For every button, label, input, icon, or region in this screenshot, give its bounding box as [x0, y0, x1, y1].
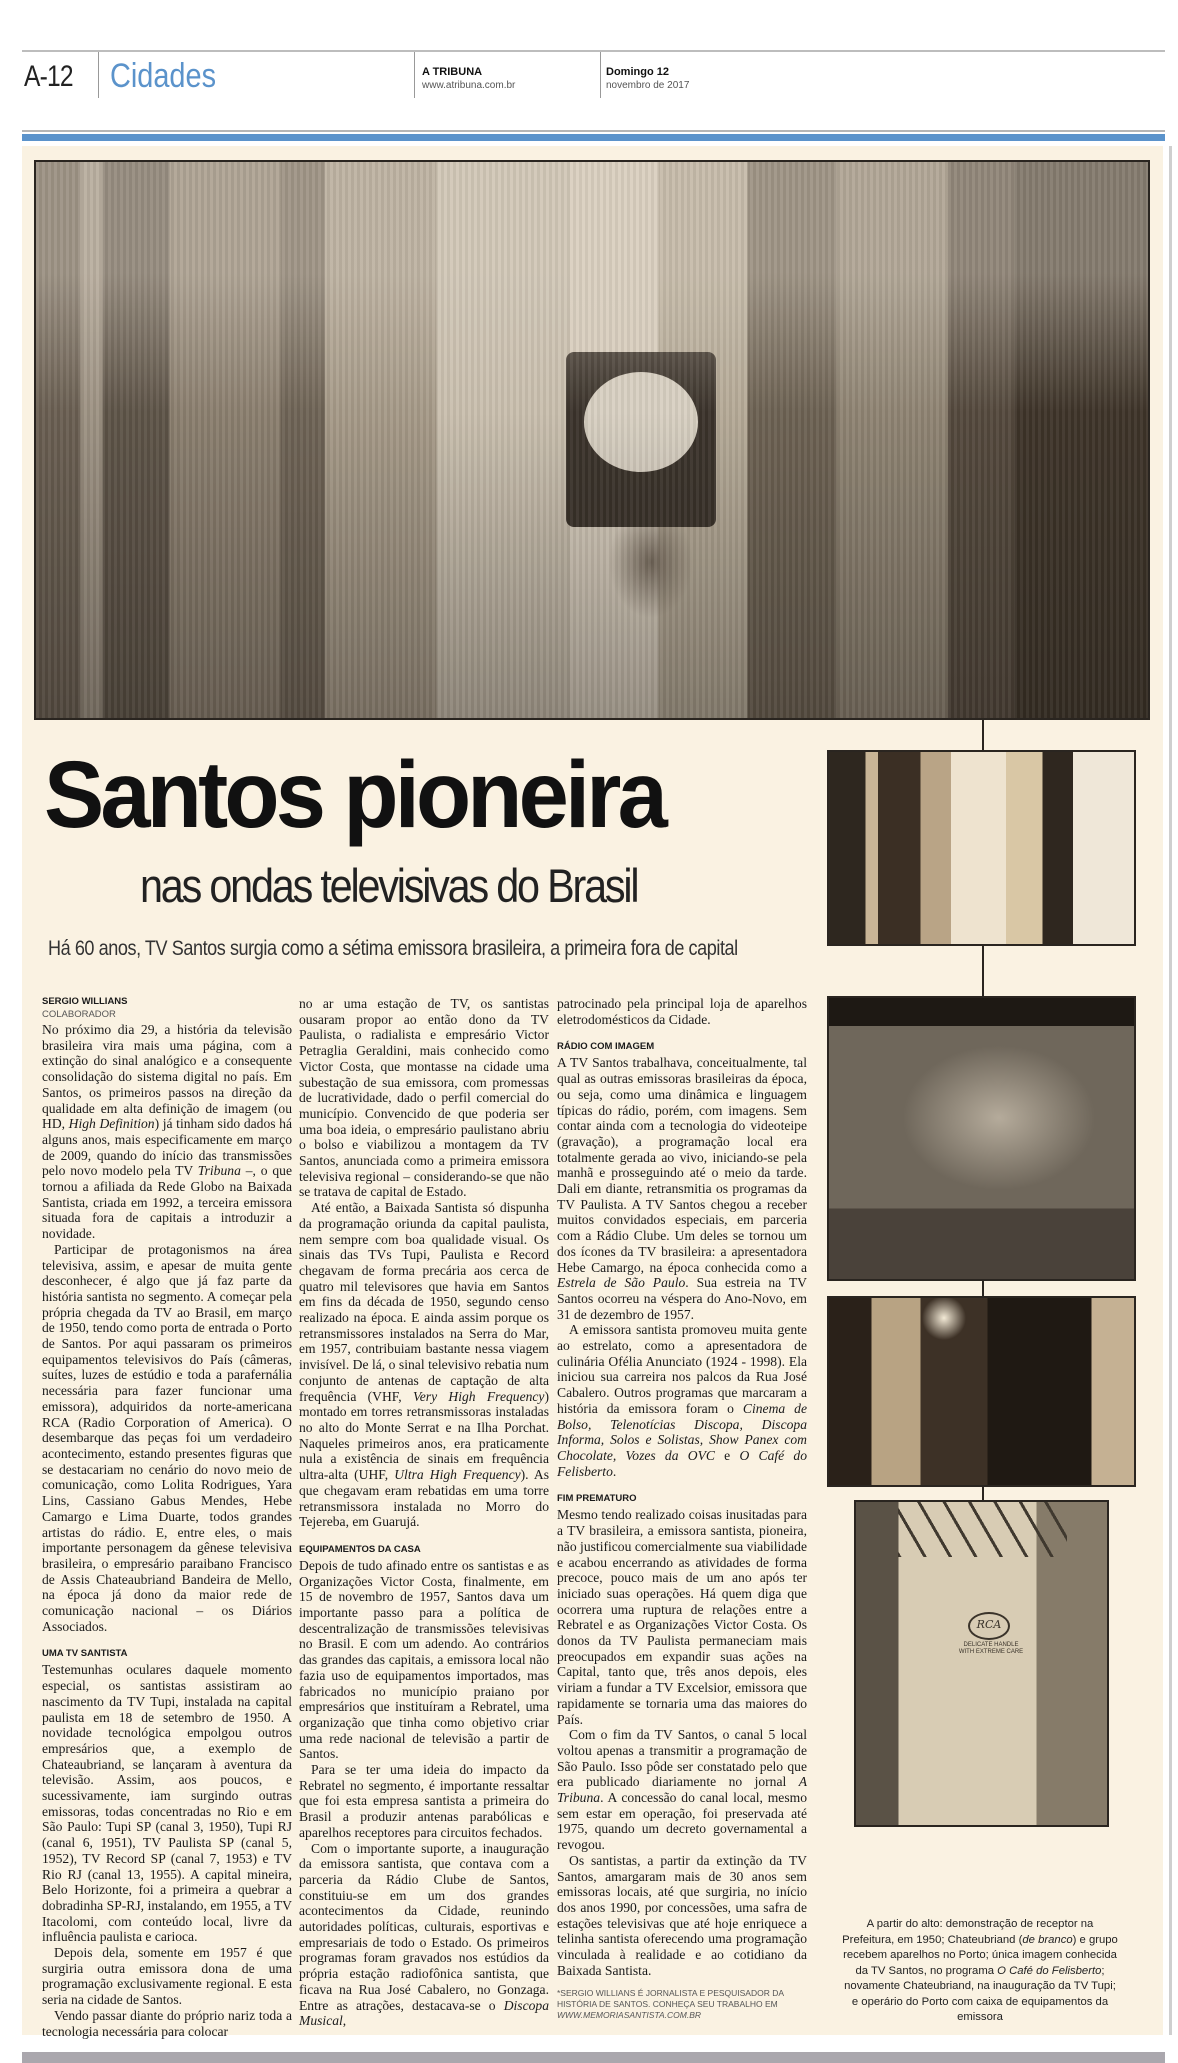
section-subhead: EQUIPAMENTOS DA CASA [299, 1543, 421, 1555]
photo-port-worker-rca-crate [854, 1500, 1109, 1827]
header-rule [22, 130, 1165, 132]
page-footer-bar [22, 2052, 1165, 2063]
edition-day: Domingo 12 [606, 66, 669, 78]
television-set-illustration [566, 352, 716, 527]
paragraph: Com o fim da TV Santos, o canal 5 local voltou apenas a transmitir a programação de São Paulo. Isso pôde ser constatado pelo que era publicado diariamente no jornal A Tribuna. A concessão do canal local, mesmo sem estar em operação, foi preservada até 1975, quando um decreto governamental a revogou. [557, 1727, 807, 1853]
page-header [22, 50, 1165, 98]
header-divider [600, 52, 601, 98]
photo-caption: A partir do alto: demonstração de receptor na Prefeitura, em 1950; Chateubriand (de branco) e grupo recebem aparelhos no Porto; única imagem conhecida da TV Santos, no programa O Café do Felisberto; novamente Chateubriand, na inauguração da TV Tupi; e operário do Porto com caixa de equipamentos da emissora [842, 1918, 1118, 2023]
section-subhead: RÁDIO COM IMAGEM [557, 1041, 655, 1053]
photo-tv-santos-studio [827, 996, 1136, 1281]
author-note: *SERGIO WILLIANS É JORNALISTA E PESQUISADOR DA HISTÓRIA DE SANTOS. CONHEÇA SEU TRABALHO EM WWW.MEMORIASANTISTA.COM.BR [557, 1988, 784, 2021]
timeline-connector [982, 946, 984, 996]
section-title[interactable]: Cidades [110, 57, 217, 95]
paragraph: no ar uma estação de TV, os santistas ousaram propor ao então dono da TV Paulista, o radialista e empresário Victor Petraglia Geraldini, mais conhecido como Victor Costa, que montasse na cidade uma subestação de sua emissora, com promessas de lucratividade, dado o perfil comercial do município. Convencido de que poderia ser uma boa ideia, o empresário paulistano abriu o bolso e viabilizou a montagem da TV Santos, anunciada como a primeira emissora televisiva regional – considerando-se que não se tratava de capital de Estado. [299, 996, 549, 1200]
paragraph: No próximo dia 29, a história da televisão brasileira vira mais uma página, com a extinção do sinal analógico e a consequente consolidação do sistema digital no país. Em Santos, os primeiros passos na direção da qualidade em alta definição de imagem (ou HD, High Definition) já tinham sido dados há alguns anos, mais especificamente em março de 2009, quando do início das transmissões pelo novo modelo pela TV Tribuna –, o que tornou a afiliada da Rede Globo na Baixada Santista, criada em 1992, a terceira emissora situada fora de capitais a introduzir a novidade. [42, 1022, 292, 1242]
publication-name: A TRIBUNA [422, 66, 483, 78]
publication-info [422, 66, 515, 92]
article-column-1 [42, 996, 292, 2039]
timeline-connector [982, 1281, 984, 1296]
section-subhead: FIM PREMATURO [557, 1493, 637, 1505]
author-name: SERGIO WILLIANS [42, 996, 128, 1007]
paragraph: A TV Santos trabalhava, conceitualmente, tal qual as outras emissoras brasileiras da época, ou seja, como uma dinâmica e linguagem típicas do rádio, porém, com imagens. Sem contar ainda com a tecnologia do videoteipe (gravação), a programação local era totalmente gerada ao vivo, iniciando-se pela manhã e prosseguindo até o meio da tarde. Dali em diante, retransmitia os programas da TV Paulista. A TV Santos chegou a receber muitos convidados especiais, em parceria com a Rádio Clube. Um deles se tornou um dos ícones da TV brasileira: a apresentadora Hebe Camargo, na época conhecida como a Estrela de São Paulo. Sua estreia na TV Santos ocorreu na véspera do Ano-Novo, em 31 de dezembro de 1957. [557, 1055, 808, 1322]
paragraph: A emissora santista promoveu muita gente ao estrelato, como a apresentadora de culinária Ofélia Anunciato (1924 - 1998). Ela iniciou sua carreira nos palcos da Rua José Cabalero. Outros programas que marcaram a história da emissora foram o Cinema de Bolso, Telenotícias Discopa, Discopa Informa, Solos e Solistas, Show Panex com Chocolate, Vozes da OVC e O Café do Felisberto. [557, 1322, 807, 1479]
paragraph: Até então, a Baixada Santista só dispunha da programação oriunda da capital paulista, nem sempre com boa qualidade visual. Os sinais das TVs Tupi, Paulista e Record chegavam de forma precária aos cerca de quatro mil televisores que havia em Santos em fins da década de 1950, segundo censo realizado na época. E ainda assim porque os retransmissores instalados na Serra do Mar, em 1957, contribuiam bastante nessa viagem invisível. De lá, o sinal televisivo rebatia num conjunto de antenas de captação de alta frequência (VHF, Very High Frequency) montado em torres retransmissoras instaladas no alto do Monte Serrat e na Ilha Porchat. Naqueles primeiros anos, era praticamente nula a existência de sinais em frequência ultra-alta (UHF, Ultra High Frequency). As que chegavam eram rebatidas em uma torre retransmissora instalada no Morro do Tejereba, em Guarujá. [299, 1200, 549, 1530]
paragraph: Testemunhas oculares daquele momento especial, os santistas assistiram ao nascimento da TV Tupi, instalada na capital paulista em 18 de setembro de 1950. A novidade tecnológica empolgou outros empresários que, a exemplo de Chateaubriand, se lançaram à aventura da televisão. Assim, aos poucos, e sucessivamente, iam surgindo outras emissoras, todas concentradas no Rio e em São Paulo: Tupi SP (canal 3, 1950), Tupi RJ (canal 6, 1951), TV Paulista SP (canal 5, 1952), TV Record SP (canal 7, 1953) e TV Rio RJ (canal 13, 1955). A capital mineira, Belo Horizonte, foi a primeira a quebrar a dobradinha SP-RJ, instalando, em 1955, a TV Itacolomi, com conteúdo local, livre da influência paulista e carioca. [42, 1662, 292, 1945]
paragraph: Participar de protagonismos na área televisiva, assim, e apesar de muita gente desconhecer, é algo que já faz parte da história santista no segmento. A começar pela própria chegada da TV ao Brasil, em março de 1950, tendo como porta de entrada o Porto de Santos. Por aqui passaram os primeiros equipamentos televisivos do País (câmeras, suítes, luzes de estúdio e toda a parafernália necessária para fazer funcionar uma emissora), adquiridos da norte-americana RCA (Radio Corporation of America). O desembarque das peças foi um verdadeiro acontecimento, estando presentes figuras que se destacariam no cenário do novo meio de comunicação, como Lolita Rodrigues, Yara Lins, Cassiano Gabus Mendes, Hebe Camargo e Lima Duarte, todos grandes artistas do rádio. E, entre eles, o mais importante personagem da gênese televisiva brasileira, o empresário paraibano Francisco de Assis Chateaubriand Bandeira de Mello, na época já dono da maior rede de comunicação nacional – os Diários Associados. [42, 1241, 292, 1634]
article-headline: Santos pioneira [44, 742, 665, 848]
edition-month-year: novembro de 2017 [606, 80, 690, 91]
paragraph: patrocinado pela principal loja de aparelhos eletrodomésticos da Cidade. [557, 996, 807, 1027]
author-website-link[interactable]: WWW.MEMORIASANTISTA.COM.BR [557, 2010, 702, 2021]
paragraph: Mesmo tendo realizado coisas inusitadas para a TV brasileira, a emissora santista, pioneira, não justificou comercialmente sua viabilidade e acabou encerrando as atividades de forma precoce, pouco mais de um ano após ter iniciado suas operações. Há quem diga que ocorrera uma ruptura de relações entre a Rebratel e as Organizações Victor Costa. Os donos da TV Paulista permaneciam mais preocupados em expandir suas ações na Capital, tanto que, três anos depois, eles viriam a fundar a TV Excelsior, emissora que rapidamente se tornaria uma das maiores do País. [557, 1507, 807, 1727]
accent-rule [22, 134, 1165, 141]
timeline-connector [982, 1487, 984, 1500]
edition-date [606, 66, 689, 92]
timeline-connector [982, 720, 984, 750]
photo-tv-tupi-inauguration [827, 1296, 1136, 1487]
author-role: COLABORADOR [42, 1009, 116, 1020]
paragraph: Depois de tudo afinado entre os santistas e as Organizações Victor Costa, finalmente, em 15 de novembro de 1957, Santos dava um importante passo para a política de descentralização de transmissões televisivas no Brasil. E com um adendo. Ao contrários das grandes das capitais, a emissora local não fazia uso de equipamentos importados, mas fabricados no município praiano por empresários que instituíram a Rebratel, uma organização que tinha como objetivo criar uma rede nacional de televisão a partir de Santos. [299, 1557, 549, 1762]
header-divider [98, 52, 99, 98]
photo-chateaubriand-group-port [827, 750, 1136, 946]
panel-shadow-edge [1169, 146, 1172, 2035]
crate-label: DELICATE HANDLE WITH EXTREME CARE [958, 1642, 1024, 1655]
article-deck: Há 60 anos, TV Santos surgia como a sétima emissora brasileira, a primeira fora de capital [48, 937, 738, 960]
paragraph: Vendo passar diante do próprio nariz toda a tecnologia necessária para colocar [42, 2007, 292, 2039]
paragraph: Com o importante suporte, a inauguração da emissora santista, que contava com a parceria da Rádio Clube de Santos, constituiu-se em um dos grandes acontecimentos da Cidade, reunindo autoridades políticas, culturais, esportivas e empresariais de todo o Estado. Os primeiros programas foram gravados nos estúdios da própria estação radiofônica santista, que ficava na Rua José Cabalero, no Gonzaga. Entre as atrações, destacava-se o Discopa Musical, [299, 1840, 549, 2029]
article-column-2 [299, 996, 549, 2029]
publication-website[interactable]: www.atribuna.com.br [422, 80, 516, 91]
article-subheadline: nas ondas televisivas do Brasil [140, 859, 638, 912]
rca-logo: RCA [968, 1612, 1010, 1640]
section-subhead: UMA TV SANTISTA [42, 1648, 128, 1660]
paragraph: Depois dela, somente em 1957 é que surgiria outra emissora dona de uma programação exclusivamente regional. E esta seria na cidade de Santos. [42, 1945, 292, 2008]
header-divider [414, 52, 415, 98]
paragraph: Os santistas, a partir da extinção da TV Santos, amargaram mais de 30 anos sem emissoras locais, até que surgiria, no início dos anos 1990, por concessões, uma safra de estações televisivas que até hoje enriquece a telinha santista oferecendo uma programação vinculada à realidade e ao cotidiano da Baixada Santista. [557, 1852, 807, 1978]
page-number: A-12 [24, 60, 73, 93]
main-photo-receiver-demonstration [34, 160, 1150, 720]
paragraph: Para se ter uma ideia do impacto da Rebratel no segmento, é importante ressaltar que foi esta empresa santista a primeira do Brasil a produzir antenas parabólicas e aparelhos receptores para circuitos fechados. [299, 1762, 549, 1840]
article-column-3 [557, 996, 807, 2021]
